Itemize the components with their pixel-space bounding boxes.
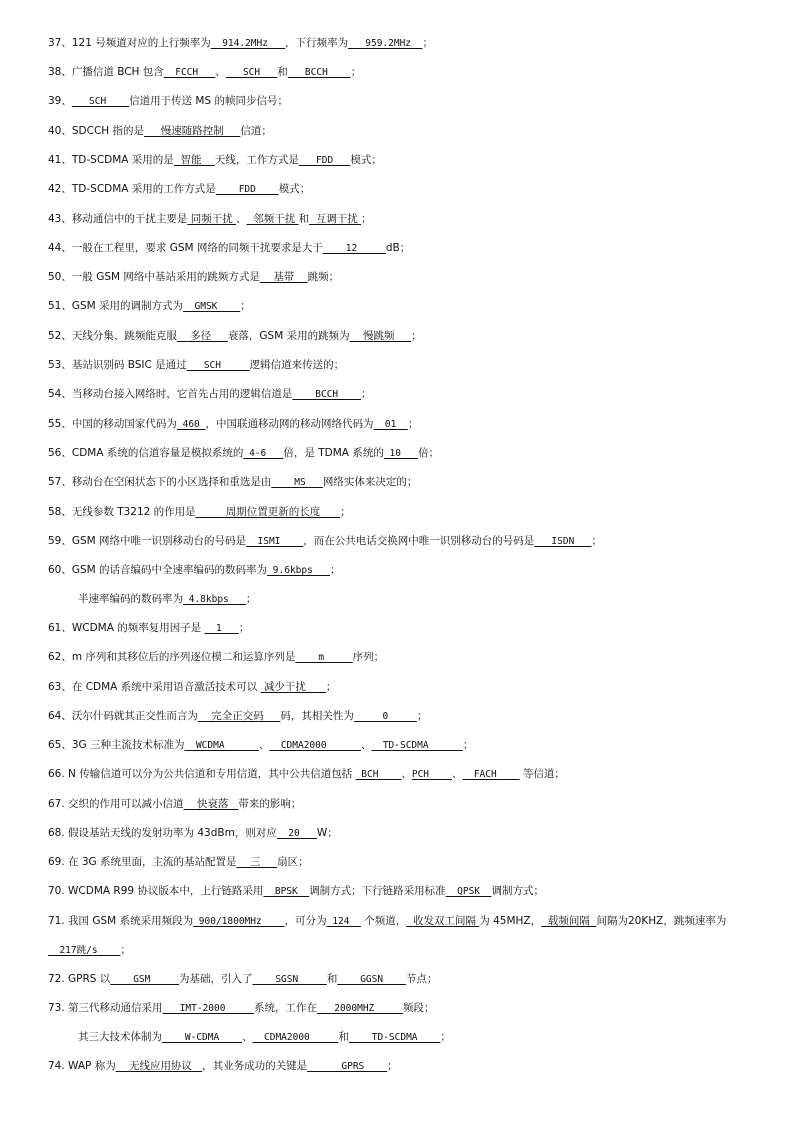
answer-blank: ISDN	[534, 536, 592, 547]
question-line	[78, 1031, 764, 1044]
question-text: 和	[298, 213, 310, 225]
question-text: 69. 在 3G 系统里面，主流的基站配置是	[48, 856, 237, 868]
answer-blank: FCCH	[163, 67, 216, 78]
question-line	[48, 300, 764, 313]
question-text: 44、一般在工程里，要求 GSM 网络的同频干扰要求是大于	[48, 242, 323, 254]
answer-blank: FDD	[298, 155, 351, 166]
answer-blank: 4-6	[243, 448, 284, 459]
question-text: 节点；	[405, 973, 438, 985]
answer-blank: CDMA2000	[252, 1032, 339, 1043]
question-text: 为基础，引入了	[178, 973, 253, 985]
question-text: ；	[407, 418, 419, 430]
question-text: 、	[360, 739, 372, 751]
question-text: 、	[401, 768, 412, 780]
question-line	[48, 271, 764, 284]
question-line	[48, 447, 764, 460]
answer-blank: BCCH	[292, 389, 362, 400]
question-text: 58、无线参数 T3212 的作用是	[48, 506, 196, 518]
question-text: 为 45MHZ，	[479, 915, 542, 927]
answer-blank: 智能	[173, 154, 215, 166]
question-text: 53、基站识别码 BSIC 是通过	[48, 359, 187, 371]
answer-blank: WCDMA	[184, 740, 259, 751]
answer-blank: 收发双工间隔	[406, 915, 480, 927]
question-line	[78, 593, 764, 606]
question-line	[48, 907, 764, 965]
answer-blank: SCH	[225, 67, 278, 78]
answer-blank: 0	[353, 711, 417, 722]
question-line	[48, 388, 764, 401]
question-text: ；	[416, 710, 428, 722]
question-text: ，其业务成功的关键是	[202, 1060, 308, 1072]
answer-blank: BCH	[355, 769, 402, 780]
answer-blank: QPSK	[445, 886, 492, 897]
answer-blank: 周期位置更新的长度	[195, 506, 341, 518]
answer-blank: IMT-2000	[162, 1003, 255, 1014]
answer-blank: 914.2MHz	[210, 38, 286, 49]
question-line	[48, 1060, 764, 1073]
answer-blank: 900/1800MHz	[193, 916, 285, 927]
answer-blank: 载频间隔	[541, 915, 597, 927]
question-line	[48, 418, 764, 431]
answer-blank: BCCH	[287, 67, 351, 78]
question-text: ；	[387, 1060, 398, 1072]
answer-blank: 互调干扰	[309, 213, 362, 225]
question-line	[48, 710, 764, 723]
question-text: 半速率编码的数码率为	[78, 593, 183, 605]
question-line	[48, 476, 764, 489]
answer-blank: 217跳/s	[48, 945, 121, 956]
question-text: 71. 我国 GSM 系统采用频段为	[48, 915, 194, 927]
question-text: ；	[350, 66, 362, 78]
answer-blank: 460	[176, 419, 206, 430]
question-text: 系统，工作在	[254, 1002, 318, 1014]
answer-blank: 邻频干扰	[246, 213, 299, 225]
question-text: 37、121 号频道对应的上行频率为	[48, 37, 211, 49]
answer-blank: 2000MHZ	[317, 1003, 403, 1014]
question-line	[48, 95, 764, 108]
question-text: 61、WCDMA 的频率复用因子是	[48, 622, 205, 634]
question-line	[48, 798, 764, 811]
question-text: 74. WAP 称为	[48, 1060, 116, 1072]
question-text: 衰落，GSM 采用的跳频为	[227, 330, 350, 342]
question-text: W；	[316, 827, 338, 839]
question-text: ；	[462, 739, 474, 751]
question-text: 64、沃尔什码就其正交性而言为	[48, 710, 198, 722]
question-text: 、	[242, 1031, 253, 1043]
question-text: 62、m 序列和其移位后的序列逐位模二和运算序列是	[48, 651, 296, 663]
question-text: 56、CDMA 系统的信道容量是模拟系统的	[48, 447, 244, 459]
answer-blank: TD-SCDMA	[371, 740, 463, 751]
answer-blank: FACH	[462, 769, 520, 780]
question-text: ；	[361, 213, 372, 225]
question-text: 、	[215, 66, 226, 78]
question-line	[48, 154, 764, 167]
question-text: 和	[326, 973, 338, 985]
answer-blank: 慢跳频	[349, 330, 412, 342]
answer-blank: 慢速随路控制	[144, 125, 241, 137]
answer-blank: 959.2MHz	[348, 38, 423, 49]
answer-blank: 12	[322, 243, 386, 254]
question-text: ；	[120, 944, 131, 956]
question-text: 51、GSM 采用的调制方式为	[48, 300, 184, 312]
question-text: ；	[340, 506, 351, 518]
question-text: 调制方式；	[491, 885, 544, 897]
question-line	[48, 37, 764, 50]
question-text: 码，其相关性为	[280, 710, 354, 722]
answer-blank: ISMI	[246, 536, 304, 547]
question-text: ；	[440, 1031, 451, 1043]
question-text: 和	[277, 66, 288, 78]
answer-blank: MS	[271, 477, 323, 488]
question-text: ，可分为	[284, 915, 327, 927]
question-line	[48, 66, 764, 79]
question-text: 70. WCDMA R99 协议版本中，上行链路采用	[48, 885, 264, 897]
question-text: 个频道，	[360, 915, 407, 927]
question-text: 55、中国的移动国家代码为	[48, 418, 177, 430]
answer-blank: GMSK	[183, 301, 241, 312]
question-text: ，中国联通移动网的移动网络代码为	[205, 418, 374, 430]
answer-blank: W-CDMA	[162, 1032, 243, 1043]
question-text: ；	[422, 37, 433, 49]
question-text: 其三大技术体制为	[78, 1031, 162, 1043]
question-text: ；	[361, 388, 372, 400]
question-text: 50、一般 GSM 网络中基站采用的跳频方式是	[48, 271, 260, 283]
question-text: 42、TD-SCDMA 采用的工作方式是	[48, 183, 216, 195]
question-text: 38、广播信道 BCH 包含	[48, 66, 164, 78]
answer-blank: 同频干扰	[187, 213, 237, 225]
question-text: 倍，是 TDMA 系统的	[283, 447, 384, 459]
question-text: 信道用于传送 MS 的帧同步信号；	[129, 95, 288, 107]
question-text: 63、在 CDMA 系统中采用语音激活技术可以	[48, 681, 261, 693]
question-text: 57、移动台在空闲状态下的小区选择和重选是由	[48, 476, 272, 488]
answer-blank: 减少干扰	[260, 681, 326, 693]
question-text: 间隔为20KHZ，跳频速率为	[596, 915, 727, 927]
question-text: 逻辑信道来传送的；	[249, 359, 345, 371]
answer-blank: 完全正交码	[197, 710, 281, 722]
answer-blank: 多径	[176, 330, 228, 342]
question-text: 72. GPRS 以	[48, 973, 111, 985]
question-text: 52、天线分集、跳频能克服	[48, 330, 177, 342]
answer-blank: FDD	[215, 184, 279, 195]
question-line	[48, 651, 764, 664]
question-text: ；	[245, 593, 257, 605]
question-text: 43、移动通信中的干扰主要是	[48, 213, 188, 225]
question-text: 41、TD-SCDMA 采用的是	[48, 154, 174, 166]
question-text: 频段；	[402, 1002, 435, 1014]
question-line	[48, 622, 764, 635]
question-text: 倍；	[418, 447, 440, 459]
question-line	[48, 739, 764, 752]
question-text: ；	[325, 681, 337, 693]
question-text: 跳频；	[307, 271, 340, 283]
question-text: 模式；	[278, 183, 311, 195]
question-text: 39、	[48, 95, 72, 107]
question-line	[48, 183, 764, 196]
question-text: 等信道；	[519, 768, 565, 780]
question-text: ；	[411, 330, 422, 342]
answer-blank: 无线应用协议	[115, 1060, 203, 1072]
answer-blank: 9.6kbps	[267, 565, 330, 576]
answer-blank: 10	[383, 448, 419, 459]
answer-blank: GPRS	[307, 1061, 388, 1072]
question-text: 66. N 传输信道可以分为公共信道和专用信道，其中公共信道包括	[48, 768, 356, 780]
question-line	[48, 1002, 764, 1015]
question-text: 信道；	[240, 125, 272, 137]
question-text: 、	[451, 768, 463, 780]
answer-blank: SCH	[186, 360, 250, 371]
question-line	[48, 681, 764, 694]
question-text: 扇区；	[277, 856, 309, 868]
answer-blank: CDMA2000	[269, 740, 361, 751]
question-text: 、	[258, 739, 270, 751]
answer-blank: PCH	[411, 769, 452, 780]
question-text: 68. 假设基站天线的发射功率为 43dBm，则对应	[48, 827, 277, 839]
question-text: 、	[236, 213, 247, 225]
question-text: 带来的影响；	[238, 798, 302, 810]
question-text: 40、SDCCH 指的是	[48, 125, 145, 137]
answer-blank: 01	[373, 419, 408, 430]
answer-blank: 20	[276, 828, 317, 839]
question-line	[48, 359, 764, 372]
question-line	[48, 768, 764, 781]
answer-blank: 三	[236, 856, 278, 868]
question-text: ；	[329, 564, 341, 576]
question-text: ；	[240, 300, 251, 312]
question-text: 67. 交织的作用可以减小信道	[48, 798, 184, 810]
question-text: ，而在公共电话交换网中唯一识别移动台的号码是	[303, 535, 535, 547]
question-text: 调制方式；下行链路采用标准	[309, 885, 446, 897]
question-text: ；	[591, 535, 602, 547]
answer-blank: TD-SCDMA	[348, 1032, 441, 1043]
question-line	[48, 973, 764, 986]
question-line	[48, 506, 764, 519]
question-text: ，下行频率为	[285, 37, 349, 49]
question-text: 54、当移动台接入网络时，它首先占用的逻辑信道是	[48, 388, 293, 400]
question-line	[48, 564, 764, 577]
question-text: 模式；	[350, 154, 382, 166]
question-text: 天线，工作方式是	[214, 154, 299, 166]
question-line	[48, 125, 764, 138]
question-text: 59、GSM 网络中唯一识别移动台的号码是	[48, 535, 247, 547]
answer-blank: GSM	[110, 974, 179, 985]
question-line	[48, 827, 764, 840]
answer-blank: GGSN	[337, 974, 406, 985]
question-text: 65、3G 三种主流技术标准为	[48, 739, 185, 751]
answer-blank: SCH	[71, 96, 130, 107]
question-line	[48, 330, 764, 343]
question-text: 73. 第三代移动通信采用	[48, 1002, 163, 1014]
question-text: dB；	[385, 242, 411, 254]
question-line	[48, 213, 764, 226]
answer-blank: 4.8kbps	[183, 594, 246, 605]
question-line	[48, 856, 764, 869]
answer-blank: 基带	[259, 271, 308, 283]
answer-blank: 快衰落	[183, 798, 239, 810]
answer-blank: m	[295, 652, 353, 663]
question-text: 和	[338, 1031, 349, 1043]
answer-blank: SGSN	[252, 974, 327, 985]
question-text: 网络实体来决定的；	[322, 476, 418, 488]
question-line	[48, 242, 764, 255]
question-line	[48, 535, 764, 548]
answer-blank: BPSK	[263, 886, 310, 897]
question-line	[48, 885, 764, 898]
answer-blank: 124	[326, 916, 361, 927]
question-text: ；	[238, 622, 250, 634]
question-text: 60、GSM 的话音编码中全速率编码的数码率为	[48, 564, 268, 576]
question-text: 序列；	[352, 651, 385, 663]
answer-blank: 1	[204, 623, 239, 634]
